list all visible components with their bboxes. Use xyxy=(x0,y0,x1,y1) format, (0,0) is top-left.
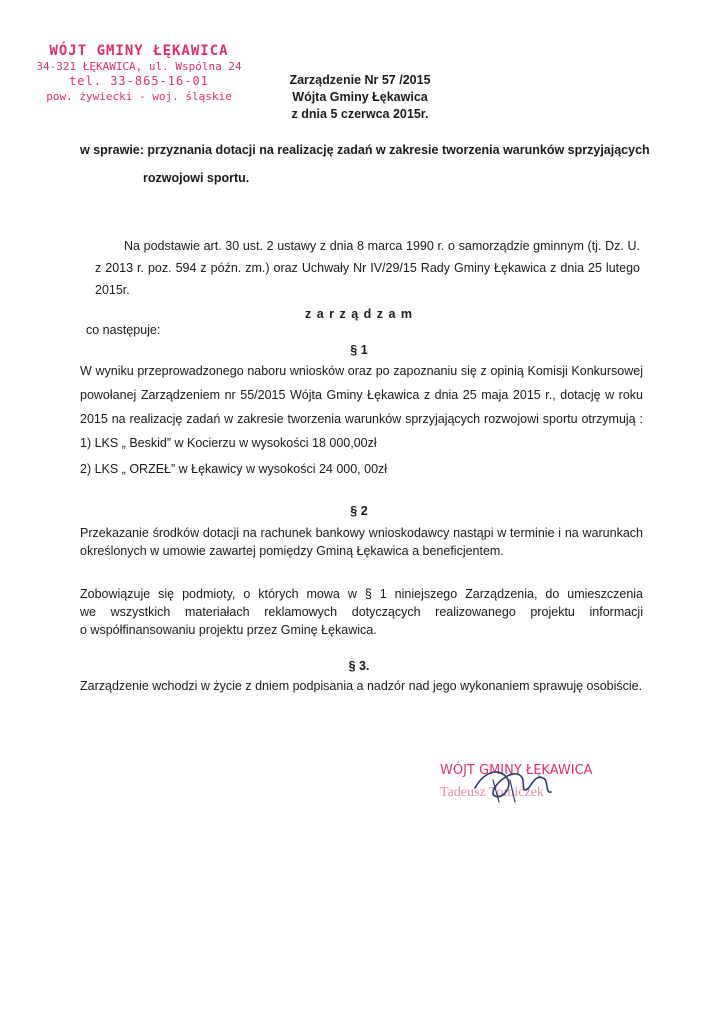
grant-item-1: 1) LKS „ Beskid” w Kocierzu w wysokości 18 000,00zł xyxy=(80,436,377,450)
section-3-line-1: Zarządzenie wchodzi w życie z dniem podpisania a nadzór nad jego wykonaniem sprawuję osobiście. xyxy=(80,679,643,693)
basis-line-2: z 2013 r. poz. 594 z późn. zm.) oraz Uchwały Nr IV/29/15 Rady Gminy Łękawica z dnia 25 lutego xyxy=(95,261,640,275)
basis-line-1: Na podstawie art. 30 ust. 2 ustawy z dnia 8 marca 1990 r. o samorządzie gminnym (tj. Dz. U. xyxy=(124,239,640,253)
section-2-para-1-line-2: określonych w umowie zawartej pomiędzy Gminą Łękawica a beneficjentem. xyxy=(80,544,504,558)
document-heading xyxy=(230,72,490,123)
grant-item-2: 2) LKS „ ORZEŁ” w Łękawicy w wysokości 24 000, 00zł xyxy=(80,462,388,476)
section-1-title: § 1 xyxy=(350,343,368,357)
section-2-para-2-line-1: Zobowiązuje się podmioty, o których mowa w § 1 niniejszego Zarządzenia, do umieszczenia xyxy=(80,587,643,601)
section-2-para-1-line-1: Przekazanie środków dotacji na rachunek bankowy wnioskodawcy nastąpi w terminie i na warunkach xyxy=(80,526,643,540)
decree-word: z a r z ą d z a m xyxy=(304,307,413,321)
stamp-line-2: 34-321 ŁĘKAWICA, ul. Wspólna 24 xyxy=(36,60,242,73)
section-2-title: § 2 xyxy=(350,504,368,518)
stamp-line-4: pow. żywiecki - woj. śląskie xyxy=(46,90,232,103)
section-3-title: § 3. xyxy=(348,659,370,673)
section-1-line-3: 2015 na realizację zadań w zakresie tworzenia warunków sprzyjających rozwojowi sportu otrzymują : xyxy=(80,412,643,426)
heading-line-1: Zarządzenie Nr 57 /2015 xyxy=(289,73,431,87)
signature-stamp-name: Tadeusz Tomiczek xyxy=(440,785,544,800)
subject-line-2: rozwojowi sportu. xyxy=(143,171,250,185)
stamp-line-3: tel. 33-865-16-01 xyxy=(69,74,209,88)
subject-line-1: w sprawie: przyznania dotacji na realizację zadań w zakresie tworzenia warunków sprzyjających xyxy=(80,143,650,157)
follows-text: co następuje: xyxy=(86,323,161,337)
section-2-para-2-line-2: we wszystkich materiałach reklamowych dotyczących realizowanego projektu informacji xyxy=(80,605,643,619)
heading-line-2: Wójta Gminy Łękawica xyxy=(292,90,428,104)
basis-line-3: 2015r. xyxy=(95,283,130,297)
section-1-line-2: powołanej Zarządzeniem nr 55/2015 Wójta Gminy Łękawica z dnia 25 maja 2015 r., dotację w roku xyxy=(80,388,643,402)
handwritten-signature xyxy=(455,760,565,810)
stamp-line-1: WÓJT GMINY ŁĘKAWICA xyxy=(49,43,229,59)
heading-line-3: z dnia 5 czerwca 2015r. xyxy=(291,107,429,121)
section-1-line-1: W wyniku przeprowadzonego naboru wniosków oraz po zapoznaniu się z opinią Komisji Konkursowej xyxy=(80,364,643,378)
signature-stamp-line-1: WÓJT GMINY ŁĘKAWICA xyxy=(440,763,593,778)
section-2-para-2-line-3: o współfinansowaniu projektu przez Gminę Łękawica. xyxy=(80,623,377,637)
office-stamp xyxy=(34,44,244,104)
